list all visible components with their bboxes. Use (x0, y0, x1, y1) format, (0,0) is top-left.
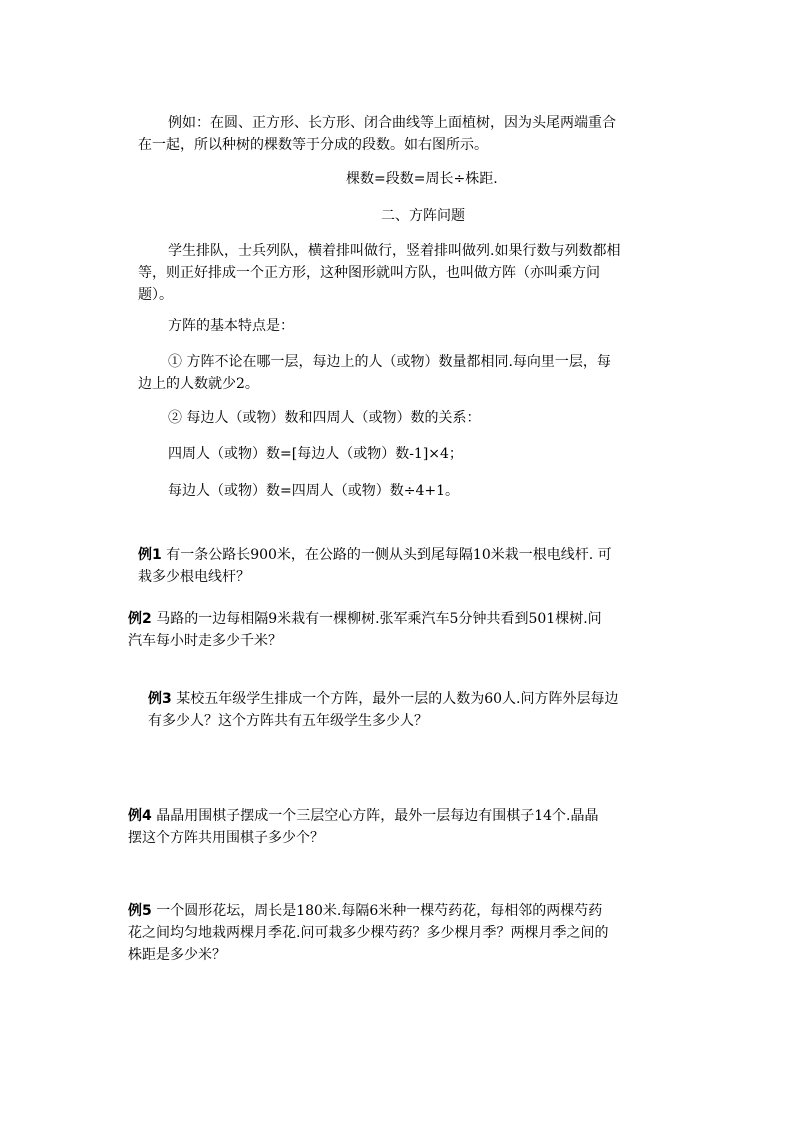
example-3-text-1: 某校五年级学生排成一个方阵，最外一层的人数为60人.问方阵外层每边 (176, 691, 619, 707)
section-title: 二、方阵问题 (381, 208, 465, 224)
feature-1-line-1: ① 方阵不论在哪一层，每边上的人（或物）数量都相同.每向里一层，每 (168, 354, 611, 370)
example-5 (128, 900, 698, 966)
formula-line: 棵数=段数=周长÷株距. (346, 171, 498, 187)
example-2-text-1: 马路的一边每相隔9米栽有一棵柳树.张军乘汽车5分钟共看到501棵树.问 (156, 611, 602, 627)
example-3-text-2: 有多少人？这个方阵共有五年级学生多少人？ (148, 713, 428, 729)
example-4-text-2: 摆这个方阵共用围棋子多少个？ (128, 830, 324, 846)
example-1-label: 例1 (138, 547, 162, 563)
example-1-text-1: 有一条公路长900米，在公路的一侧从头到尾每隔10米栽一根电线杆. 可 (166, 547, 612, 563)
example-5-text-1: 一个圆形花坛，周长是180米.每隔6米种一棵芍药花，每相邻的两棵芍药 (156, 903, 603, 919)
example-1-text-2: 栽多少根电线杆？ (138, 569, 250, 585)
example-3 (148, 688, 698, 732)
definition-line-1: 学生排队，士兵列队，横着排叫做行，竖着排叫做列.如果行数与列数都相 (168, 243, 621, 259)
relation-2: 每边人（或物）数=四周人（或物）数÷4+1。 (168, 483, 460, 499)
example-3-line-1 (148, 688, 698, 710)
example-2-line-1 (128, 608, 698, 630)
example-2 (128, 608, 698, 652)
example-4-line-1 (128, 805, 698, 827)
example-2-label: 例2 (128, 611, 152, 627)
intro-line-2: 在一起，所以种树的棵数等于分成的段数。如右图所示。 (138, 137, 488, 153)
relation-1: 四周人（或物）数=[每边人（或物）数-1]×4； (168, 446, 463, 462)
example-4-label: 例4 (128, 808, 152, 824)
example-5-label: 例5 (128, 903, 152, 919)
feature-2: ② 每边人（或物）数和四周人（或物）数的关系： (168, 410, 481, 426)
feature-1 (138, 351, 698, 395)
example-5-text-3: 株距是多少米？ (128, 947, 226, 963)
features-intro: 方阵的基本特点是： (168, 318, 294, 334)
definition-line-2: 等，则正好排成一个正方形，这种图形就叫方队，也叫做方阵（亦叫乘方问 (138, 265, 600, 281)
example-1-line-1 (138, 544, 698, 566)
intro-paragraph (138, 112, 698, 156)
example-2-text-2: 汽车每小时走多少千米？ (128, 633, 282, 649)
example-5-line-1 (128, 900, 698, 922)
example-5-text-2: 花之间均匀地栽两棵月季花.问可栽多少棵芍药？多少棵月季？两棵月季之间的 (128, 925, 609, 941)
example-4-text-1: 晶晶用围棋子摆成一个三层空心方阵，最外一层每边有围棋子14个.晶晶 (156, 808, 599, 824)
definition-line-3: 题）。 (138, 287, 173, 303)
example-3-label: 例3 (148, 691, 172, 707)
example-1 (138, 544, 698, 588)
example-4 (128, 805, 698, 849)
definition-paragraph (138, 240, 698, 306)
feature-1-line-2: 边上的人数就少2。 (138, 376, 259, 392)
intro-line-1: 例如：在圆、正方形、长方形、闭合曲线等上面植树，因为头尾两端重合 (168, 115, 616, 131)
